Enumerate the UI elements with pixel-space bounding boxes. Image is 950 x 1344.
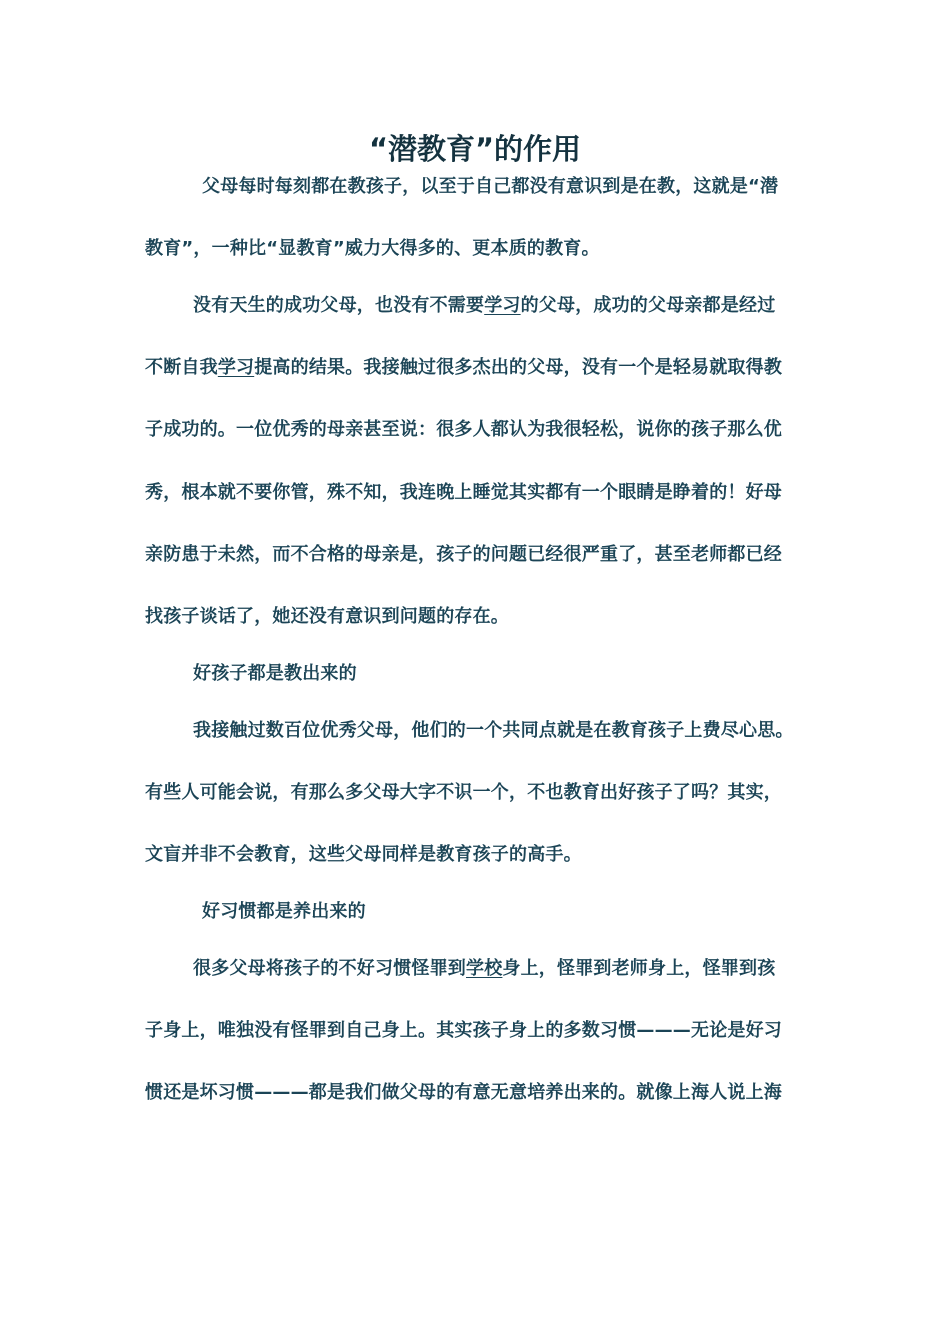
text-span: 的父母，成功的父母亲都是经过 bbox=[520, 295, 776, 316]
paragraph-line: 我接触过数百位优秀父母，他们的一个共同点就是在教育孩子上费尽心思。 bbox=[193, 720, 794, 741]
paragraph-line: 有些人可能会说，有那么多父母大字不识一个，不也教育出好孩子了吗？其实， bbox=[145, 782, 782, 803]
paragraph-line: 秀，根本就不要你管，殊不知，我连晚上睡觉其实都有一个眼睛是睁着的！好母 bbox=[145, 482, 782, 503]
text-span: 不断自我 bbox=[145, 357, 218, 378]
study-link[interactable]: 学习 bbox=[217, 357, 255, 378]
paragraph-line: 文盲并非不会教育，这些父母同样是教育孩子的高手。 bbox=[145, 844, 582, 865]
section-heading: 好孩子都是教出来的 bbox=[193, 663, 357, 684]
paragraph-line: 教育”，一种比“显教育”威力大得多的、更本质的教育。 bbox=[145, 238, 600, 259]
school-link[interactable]: 学校 bbox=[466, 958, 503, 979]
paragraph-line bbox=[193, 954, 775, 984]
study-link[interactable]: 学习 bbox=[484, 295, 521, 316]
document-title: “潜教育”的作用 bbox=[368, 132, 582, 166]
paragraph-line bbox=[145, 353, 782, 383]
text-span: 很多父母将孩子的不好习惯怪罪到 bbox=[193, 958, 466, 979]
paragraph-line: 惯还是坏习惯———都是我们做父母的有意无意培养出来的。就像上海人说上海 bbox=[145, 1082, 782, 1103]
text-span: 身上，怪罪到老师身上，怪罪到孩 bbox=[502, 958, 776, 979]
paragraph-line: 子成功的。一位优秀的母亲甚至说：很多人都认为我很轻松，说你的孩子那么优 bbox=[145, 419, 782, 440]
paragraph-line: 亲防患于未然，而不合格的母亲是，孩子的问题已经很严重了，甚至老师都已经 bbox=[145, 544, 782, 565]
paragraph-line bbox=[193, 291, 775, 321]
text-span: 没有天生的成功父母，也没有不需要 bbox=[193, 295, 485, 316]
text-span: 提高的结果。我接触过很多杰出的父母，没有一个是轻易就取得教 bbox=[254, 357, 783, 378]
section-heading: 好习惯都是养出来的 bbox=[202, 901, 366, 922]
paragraph-line: 父母每时每刻都在教孩子，以至于自己都没有意识到是在教，这就是“潜 bbox=[202, 176, 779, 197]
paragraph-line: 子身上，唯独没有怪罪到自己身上。其实孩子身上的多数习惯———无论是好习 bbox=[145, 1020, 782, 1041]
paragraph-line: 找孩子谈话了，她还没有意识到问题的存在。 bbox=[145, 606, 509, 627]
